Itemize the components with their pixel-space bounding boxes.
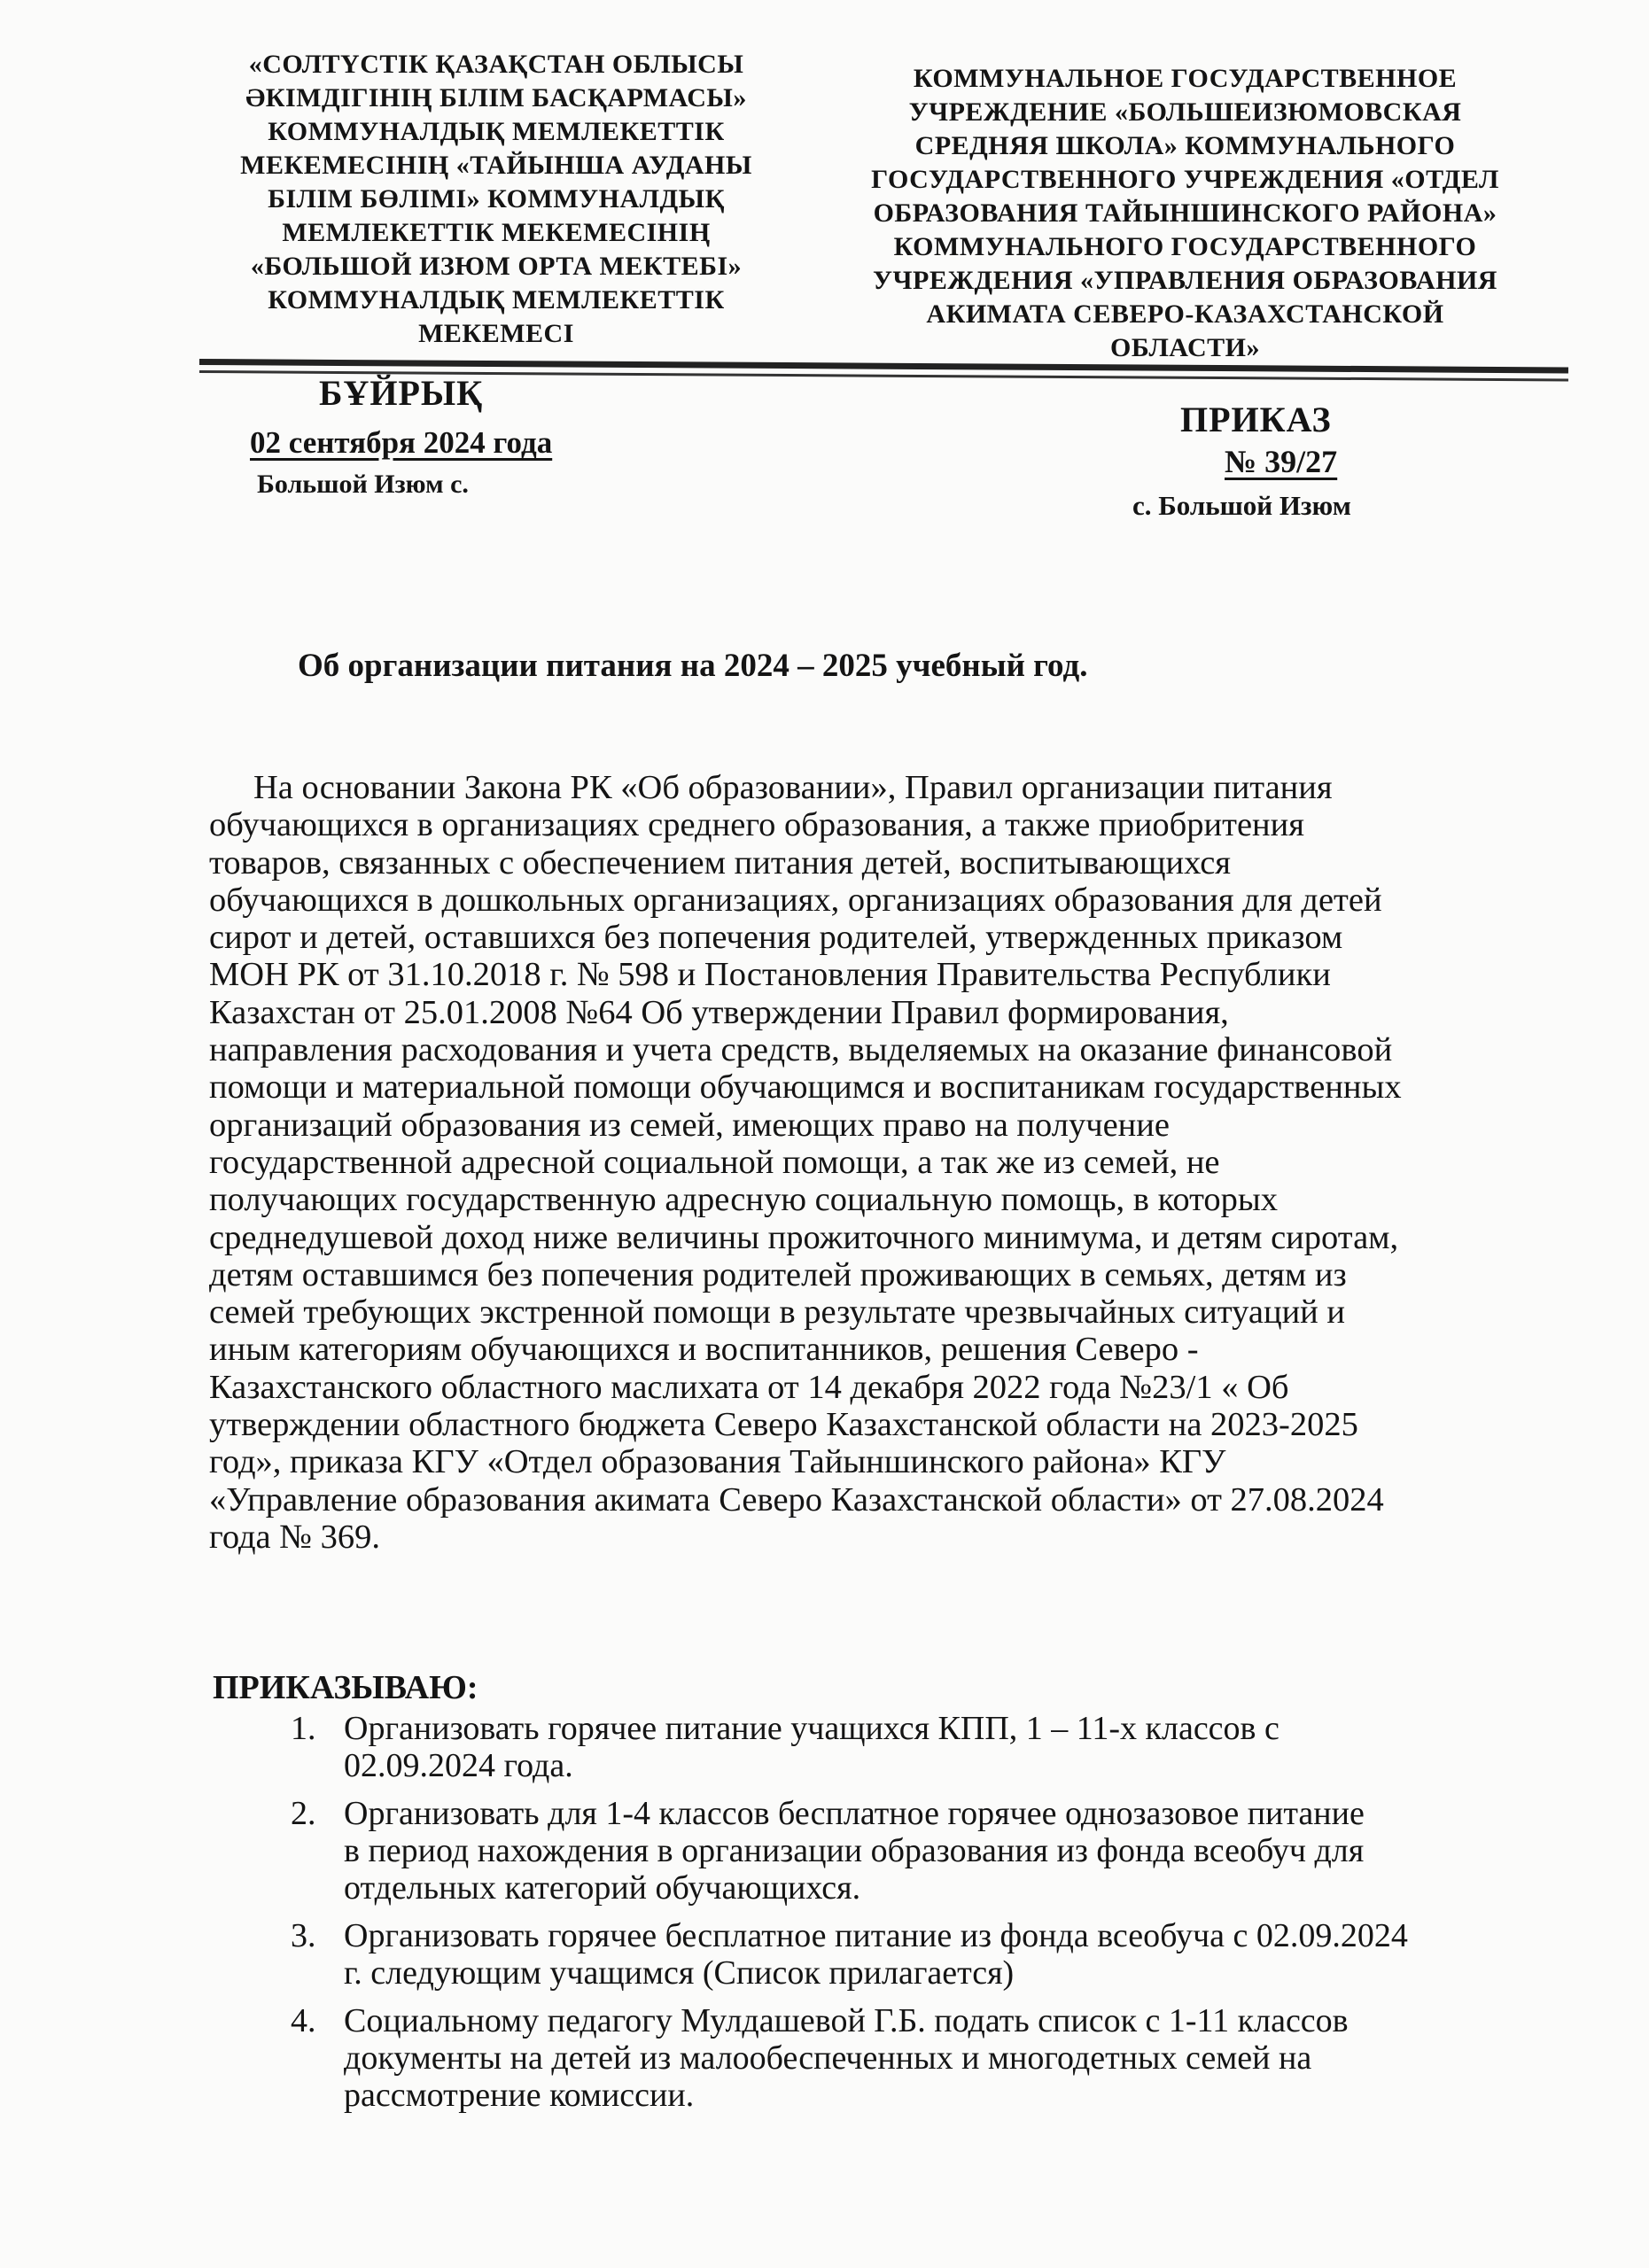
preamble-line: обучающихся в организациях среднего образования, а также приобритения [209, 806, 1304, 844]
header-russian-line: УЧРЕЖДЕНИЯ «УПРАВЛЕНИЯ ОБРАЗОВАНИЯ [873, 266, 1497, 295]
order-word-russian: ПРИКАЗ [1180, 400, 1332, 439]
order-item-line: отдельных категорий обучающихся. [344, 1869, 861, 1907]
header-russian-line: КОММУНАЛЬНОЕ ГОСУДАРСТВЕННОЕ [913, 64, 1458, 93]
header-russian-line: СРЕДНЯЯ ШКОЛА» КОММУНАЛЬНОГО [914, 131, 1456, 160]
order-item-line: Социальному педагогу Мулдашевой Г.Б. подать список с 1-11 классов [344, 2002, 1349, 2039]
header-kazakh-line: ӘКІМДІГІНІҢ БІЛІМ БАСҚАРМАСЫ» [245, 83, 747, 113]
header-russian-line: УЧРЕЖДЕНИЕ «БОЛЬШЕИЗЮМОВСКАЯ [908, 97, 1462, 127]
preamble-line: сирот и детей, оставшихся без попечения родителей, утвержденных приказом [209, 919, 1343, 957]
order-item [291, 2002, 1567, 2114]
header-kazakh-line: МЕМЛЕКЕТТІК МЕКЕМЕСІНІҢ [282, 218, 711, 247]
preamble-line: года № 369. [209, 1518, 381, 1556]
preamble-line: семей требующих экстренной помощи в результате чрезвычайных ситуаций и [209, 1293, 1346, 1332]
header-kazakh-line: БІЛІМ БӨЛІМІ» КОММУНАЛДЫҚ [268, 184, 725, 214]
preamble-line: утверждении областного бюджета Северо Казахстанской области на 2023-2025 [209, 1406, 1358, 1444]
document-title: Об организации питания на 2024 – 2025 учебный год. [298, 648, 1088, 684]
header-kazakh-line: МЕКЕМЕСІНІҢ «ТАЙЫНША АУДАНЫ [240, 151, 752, 180]
header-russian-line: АКИМАТА СЕВЕРО-КАЗАХСТАНСКОЙ [926, 299, 1444, 329]
header-kazakh-line: «БОЛЬШОЙ ИЗЮМ ОРТА МЕКТЕБІ» [250, 252, 743, 281]
header-russian [855, 62, 1515, 365]
preamble-line: год», приказа КГУ «Отдел образования Тайыншинского района» КГУ [209, 1443, 1226, 1481]
preamble-line: «Управление образования акимата Северо Казахстанской области» от 27.08.2024 [209, 1480, 1384, 1518]
order-item-number: 4. [291, 2002, 316, 2039]
order-item [291, 1795, 1567, 1907]
order-items-list [291, 1710, 1567, 2124]
order-item-line: г. следующим учащимся (Список прилагается) [344, 1954, 1015, 1992]
order-number: № 39/27 [1225, 444, 1338, 479]
order-item-line: Организовать горячее бесплатное питание из фонда всеобуча с 02.09.2024 [344, 1917, 1408, 1954]
order-item-line: 02.09.2024 года. [344, 1747, 573, 1784]
header-kazakh-line: МЕКЕМЕСІ [418, 319, 574, 348]
order-place-russian: с. Большой Изюм [1132, 490, 1351, 521]
preamble-line: среднедушевой доход ниже величины прожиточного минимума, и детям сиротам, [209, 1218, 1399, 1256]
preamble-line: детям оставшимся без попечения родителей проживающих в семьях, детям из [209, 1255, 1347, 1293]
preamble-line: иным категориям обучающихся и воспитанников, решения Северо - [209, 1331, 1199, 1369]
order-item-line: рассмотрение комиссии. [344, 2077, 695, 2114]
preamble-line: организаций образования из семей, имеющих право на получение [209, 1106, 1170, 1144]
preamble-line: получающих государственную адресную социальную помощь, в которых [209, 1181, 1279, 1219]
header-russian-line: КОММУНАЛЬНОГО ГОСУДАРСТВЕННОГО [893, 232, 1477, 261]
header-russian-line: ОБЛАСТИ» [1110, 333, 1260, 362]
preamble-line: товаров, связанных с обеспечением питания детей, воспитывающихся [209, 843, 1232, 882]
preamble-line: МОН РК от 31.10.2018 г. № 598 и Постановления Правительства Республики [209, 956, 1331, 994]
header-kazakh-line: КОММУНАЛДЫҚ МЕМЛЕКЕТТІК [268, 117, 725, 146]
preamble-line: обучающихся в дошкольных организациях, организациях образования для детей [209, 881, 1382, 919]
order-item-line: Организовать горячее питание учащихся КПП, 1 – 11-х классов с [344, 1710, 1280, 1747]
order-place-kazakh: Большой Изюм с. [257, 470, 469, 499]
order-item-line: Организовать для 1-4 классов бесплатное горячее однозазовое питание [344, 1795, 1365, 1832]
order-item-number: 1. [291, 1710, 316, 1747]
order-item [291, 1710, 1567, 1784]
preamble-line: направления расходования и учета средств, выделяемых на оказание финансовой [209, 1031, 1393, 1069]
preamble-line: помощи и материальной помощи обучающимся и воспитаникам государственных [209, 1068, 1402, 1107]
preamble-line: На основании Закона РК «Об образовании», Правил организации питания [253, 769, 1333, 806]
header-kazakh [213, 48, 780, 351]
order-item-number: 3. [291, 1917, 316, 1954]
order-date: 02 сентября 2024 года [250, 425, 553, 460]
order-item-line: в период нахождения в организации образования из фонда всеобуч для [344, 1832, 1365, 1869]
order-item-number: 2. [291, 1795, 316, 1832]
order-word-kazakh: БҰЙРЫҚ [319, 373, 484, 413]
preamble-line: Казахстан от 25.01.2008 №64 Об утверждении Правил формирования, [209, 993, 1229, 1031]
preamble-paragraph [209, 769, 1565, 1556]
preamble-line: Казахстанского областного маслихата от 14 декабря 2022 года №23/1 « Об [209, 1368, 1289, 1406]
order-item-line: документы на детей из малообеспеченных и многодетных семей на [344, 2039, 1312, 2077]
header-russian-line: ОБРАЗОВАНИЯ ТАЙЫНШИНСКОГО РАЙОНА» [873, 198, 1497, 228]
order-directive-heading: ПРИКАЗЫВАЮ: [213, 1669, 478, 1706]
header-kazakh-line: «СОЛТҮСТІК ҚАЗАҚСТАН ОБЛЫСЫ [248, 50, 744, 79]
preamble-line: государственной адресной социальной помощи, а так же из семей, не [209, 1143, 1220, 1181]
header-russian-line: ГОСУДАРСТВЕННОГО УЧРЕЖДЕНИЯ «ОТДЕЛ [871, 165, 1499, 194]
order-item [291, 1917, 1567, 1992]
header-kazakh-line: КОММУНАЛДЫҚ МЕМЛЕКЕТТІК [268, 285, 725, 315]
